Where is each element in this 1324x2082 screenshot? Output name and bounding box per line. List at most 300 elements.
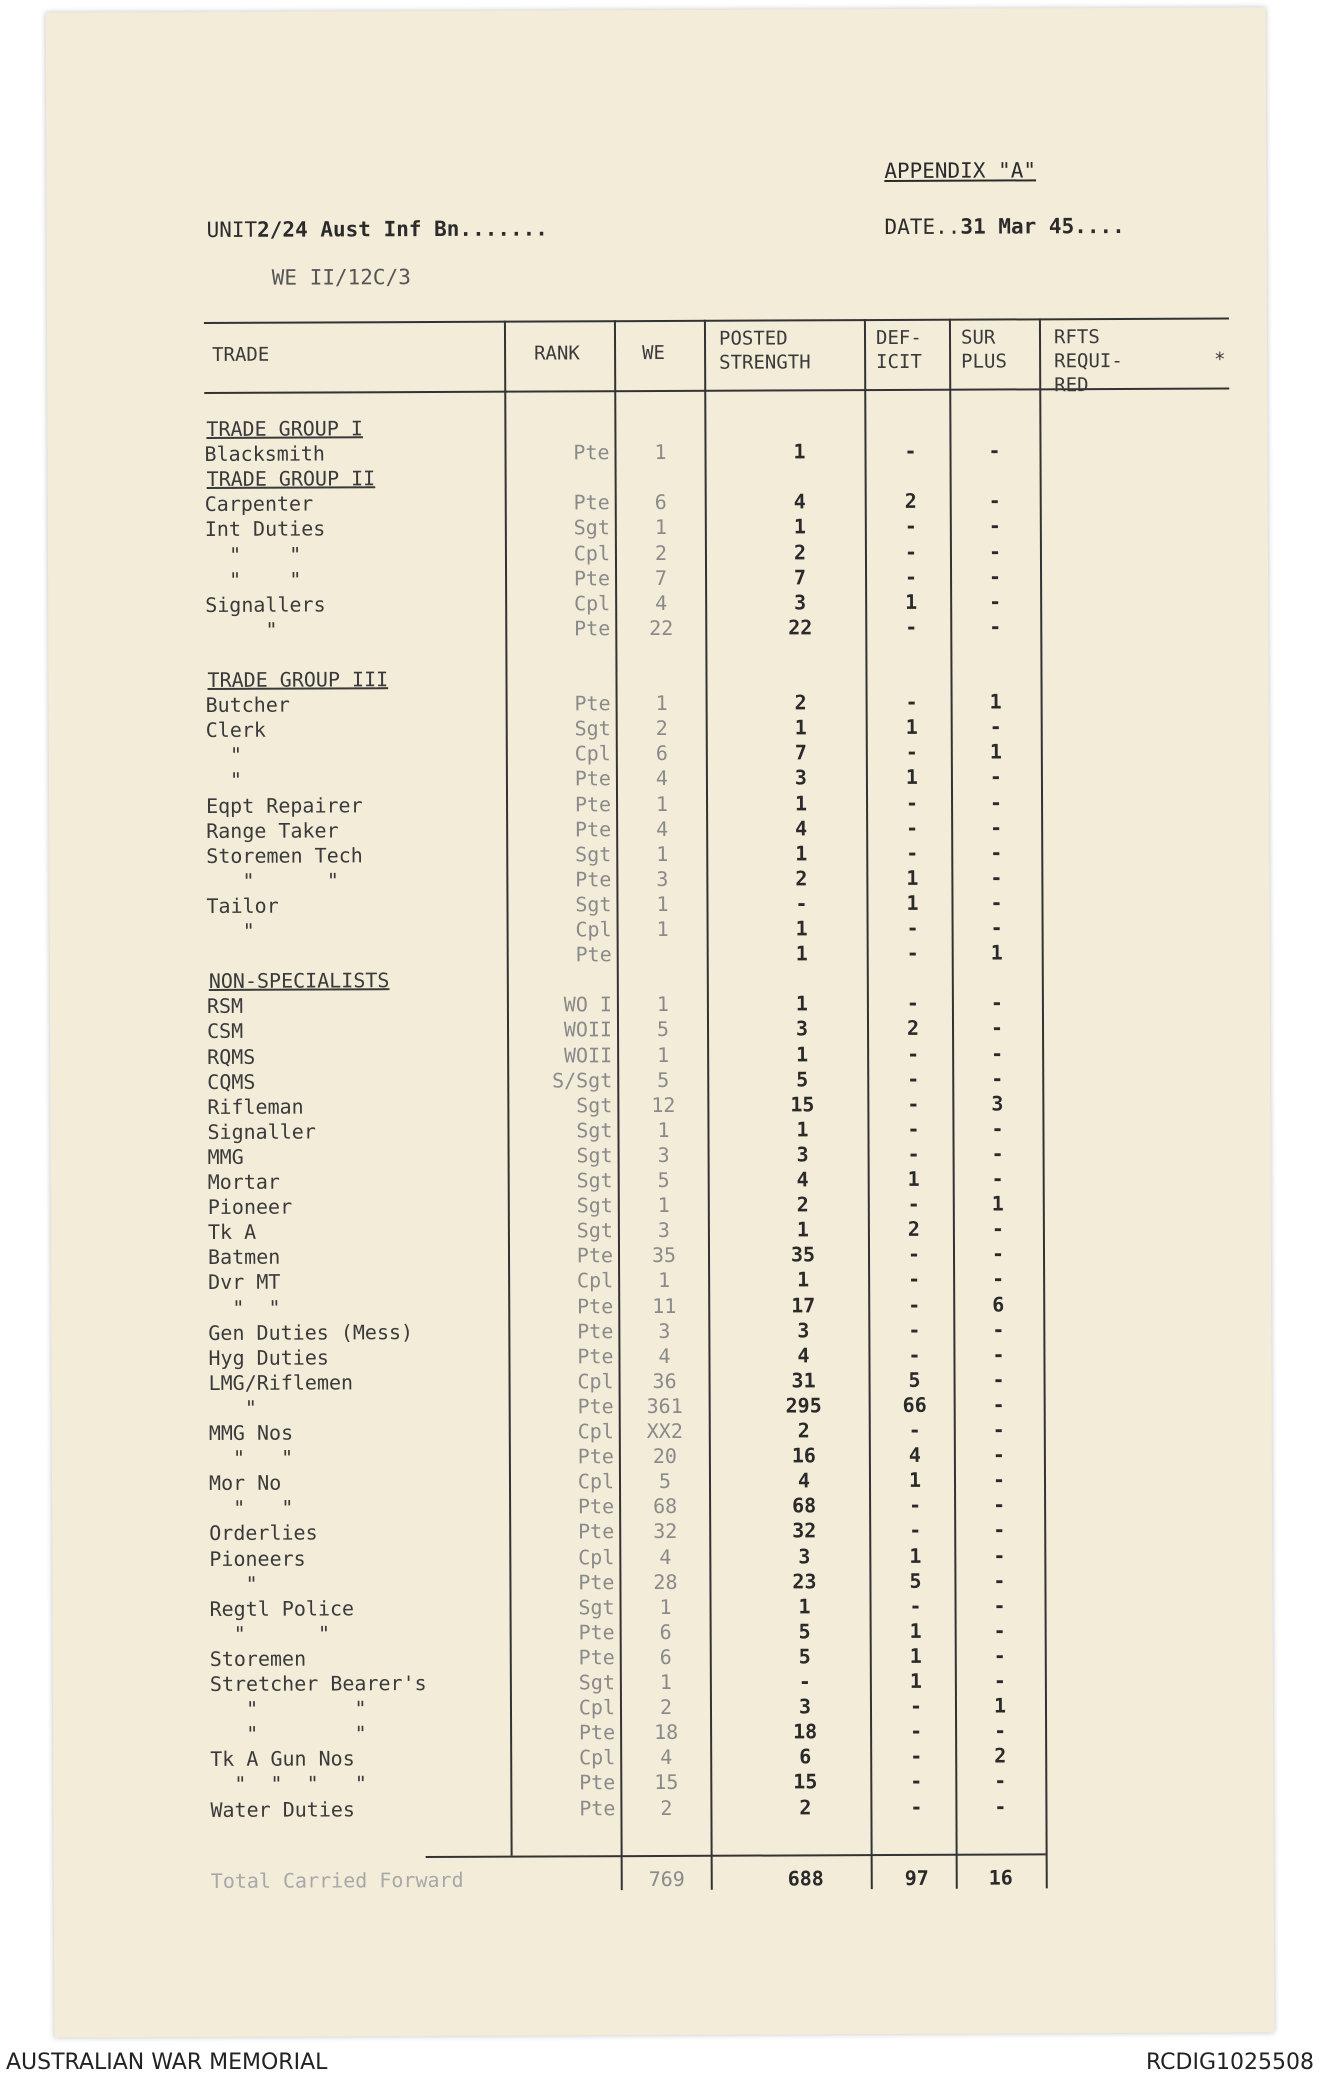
surplus-cell: - — [993, 1542, 1006, 1568]
deficit-cell: - — [909, 1493, 922, 1518]
deficit-cell: - — [907, 1116, 920, 1141]
surplus-cell: - — [991, 1241, 1005, 1266]
rank-cell: S/Sgt — [551, 1067, 613, 1093]
we-cell: 1 — [656, 992, 669, 1017]
trade-cell: " — [205, 617, 278, 642]
rank-cell: Sgt — [576, 1143, 613, 1168]
deficit-cell: - — [905, 614, 918, 639]
trade-cell: Mor No — [208, 1470, 282, 1496]
rank-cell: Pte — [578, 1645, 615, 1670]
appendix-title: APPENDIX "A" — [884, 158, 1037, 184]
we-cell: 3 — [656, 866, 669, 891]
rank-cell: Sgt — [574, 716, 611, 741]
surplus-cell: - — [993, 1618, 1006, 1643]
deficit-cell: - — [906, 991, 919, 1016]
posted-strength-cell: 1 — [798, 1594, 811, 1619]
rank-cell: Sgt — [578, 1594, 615, 1620]
deficit-cell: 1 — [909, 1643, 922, 1668]
posted-strength-cell: 1 — [795, 841, 808, 866]
rank-cell: Cpl — [573, 590, 611, 616]
posted-strength-cell: 3 — [796, 1142, 809, 1167]
surplus-cell: - — [994, 1793, 1007, 1819]
posted-strength-cell: 295 — [785, 1393, 822, 1418]
we-cell: 6 — [655, 741, 668, 766]
trade-cell: " — [208, 1395, 257, 1420]
surplus-cell: - — [993, 1568, 1006, 1593]
posted-strength-cell: 2 — [797, 1418, 810, 1443]
rank-cell: Cpl — [577, 1469, 615, 1494]
we-cell: 2 — [660, 1795, 673, 1820]
we-cell: 1 — [655, 691, 668, 716]
totals-we: 769 — [648, 1866, 685, 1892]
rank-cell: Pte — [579, 1795, 616, 1820]
surplus-cell: - — [990, 865, 1003, 890]
trade-cell: Blacksmith — [204, 441, 325, 467]
header-trade: TRADE — [212, 343, 270, 366]
deficit-cell: - — [905, 740, 918, 765]
we-reference: WE II/12C/3 — [271, 265, 411, 290]
totals-deficit: 97 — [904, 1865, 929, 1890]
trade-cell: Regtl Police — [209, 1596, 355, 1621]
posted-strength-cell: 1 — [795, 991, 808, 1016]
rank-cell: Cpl — [578, 1544, 615, 1569]
deficit-cell: - — [908, 1267, 921, 1292]
we-cell: 6 — [659, 1619, 672, 1644]
deficit-cell: - — [906, 840, 919, 865]
trade-cell: " — [209, 1571, 258, 1596]
posted-strength-cell: 17 — [791, 1292, 816, 1317]
rank-cell: WO I — [563, 992, 612, 1017]
we-cell: 3 — [658, 1318, 671, 1343]
trade-cell: Tk A — [207, 1219, 257, 1245]
archive-id: RCDIG1025508 — [1145, 2050, 1314, 2075]
rank-cell: Cpl — [573, 540, 611, 565]
rank-cell: Sgt — [576, 1168, 613, 1193]
deficit-cell: - — [910, 1769, 923, 1794]
posted-strength-cell: 5 — [796, 1066, 809, 1091]
rank-cell: Sgt — [576, 1193, 613, 1218]
surplus-cell: - — [994, 1718, 1007, 1743]
trade-cell: " " — [206, 868, 339, 893]
totals-label: Total Carried Forward — [210, 1867, 464, 1893]
deficit-cell: - — [905, 790, 919, 815]
trade-cell: Pioneers — [209, 1546, 306, 1571]
surplus-cell: - — [990, 815, 1003, 840]
trade-cell: " " " " — [210, 1771, 367, 1797]
posted-strength-cell: 18 — [792, 1719, 818, 1744]
rank-cell: Pte — [578, 1519, 615, 1544]
surplus-cell: - — [994, 1768, 1007, 1793]
deficit-cell: - — [908, 1317, 921, 1342]
surplus-cell: 1 — [990, 940, 1003, 965]
archive-credit: AUSTRALIAN WAR MEMORIAL — [6, 2050, 328, 2075]
trade-cell: Orderlies — [209, 1520, 318, 1546]
we-cell: 28 — [653, 1569, 678, 1594]
trade-cell: Tailor — [206, 893, 279, 918]
rank-cell: Pte — [577, 1293, 614, 1318]
rank-cell: Pte — [574, 616, 611, 641]
rank-cell: Pte — [577, 1343, 614, 1369]
surplus-cell: - — [989, 764, 1002, 789]
we-cell: 1 — [656, 891, 669, 916]
we-cell: 2 — [659, 1695, 673, 1720]
surplus-cell: - — [991, 1166, 1004, 1191]
we-cell: 1 — [659, 1669, 672, 1695]
we-cell: 1 — [657, 1042, 670, 1067]
deficit-cell: - — [908, 1417, 921, 1442]
posted-strength-cell: 2 — [799, 1794, 812, 1819]
we-cell: 361 — [646, 1393, 683, 1418]
we-cell: 4 — [659, 1544, 672, 1569]
posted-strength-cell: 68 — [792, 1493, 817, 1518]
trade-cell: Signaller — [207, 1119, 316, 1144]
we-cell: 1 — [656, 841, 669, 866]
we-cell: 4 — [655, 590, 668, 615]
trade-cell: " " — [204, 542, 302, 567]
surplus-cell: - — [993, 1643, 1006, 1668]
trade-cell: " " — [208, 1445, 294, 1471]
trade-cell: " " — [209, 1696, 367, 1722]
we-cell: 4 — [655, 766, 669, 791]
posted-strength-cell: - — [795, 891, 808, 916]
trade-cell: " " — [205, 567, 302, 592]
we-cell: 5 — [657, 1167, 670, 1193]
surplus-cell: - — [988, 438, 1001, 463]
rank-cell: Pte — [578, 1620, 615, 1645]
posted-strength-cell: 5 — [798, 1644, 811, 1669]
posted-strength-cell: 3 — [794, 765, 808, 790]
unit-field — [206, 216, 547, 241]
deficit-cell: 5 — [909, 1568, 922, 1593]
surplus-cell: - — [993, 1668, 1006, 1693]
rank-cell: WOII — [563, 1042, 613, 1067]
deficit-cell: 2 — [907, 1217, 920, 1242]
we-cell: 1 — [658, 1268, 671, 1293]
deficit-cell: 1 — [905, 589, 918, 614]
deficit-cell: 1 — [907, 1166, 920, 1191]
trade-cell: CQMS — [207, 1069, 256, 1094]
surplus-cell: 6 — [992, 1292, 1005, 1317]
group-title: NON-SPECIALISTS — [208, 968, 390, 994]
deficit-cell: 4 — [908, 1442, 921, 1468]
surplus-cell: - — [989, 589, 1002, 614]
rank-cell: Cpl — [577, 1369, 614, 1394]
we-cell: 6 — [654, 490, 667, 515]
trade-cell: " " — [210, 1721, 367, 1747]
deficit-cell: 66 — [902, 1392, 927, 1417]
rank-cell: Pte — [573, 490, 610, 515]
posted-strength-cell: 1 — [793, 439, 806, 464]
surplus-cell: - — [990, 990, 1003, 1015]
rank-cell: Sgt — [573, 515, 610, 540]
deficit-cell: - — [904, 539, 918, 564]
surplus-cell: - — [990, 1015, 1004, 1040]
trade-table — [204, 303, 1236, 1893]
date-value: 31 Mar 45.... — [960, 213, 1125, 239]
posted-strength-cell: 31 — [791, 1368, 816, 1393]
rank-cell: Pte — [576, 1243, 614, 1268]
posted-strength-cell: 1 — [796, 1117, 809, 1142]
we-cell: 18 — [653, 1720, 679, 1745]
posted-strength-cell: 4 — [797, 1343, 810, 1368]
we-cell: 12 — [651, 1092, 676, 1117]
rank-cell: WOII — [563, 1017, 613, 1042]
posted-strength-cell: 2 — [793, 539, 807, 564]
we-cell: 15 — [654, 1770, 679, 1795]
trade-cell: RSM — [206, 994, 244, 1019]
posted-strength-cell: 3 — [795, 1016, 809, 1041]
trade-cell: MMG — [207, 1144, 244, 1169]
trade-cell: Gen Duties (Mess) — [208, 1319, 414, 1345]
rank-cell: Pte — [578, 1720, 616, 1745]
trade-cell: MMG Nos — [208, 1420, 294, 1445]
deficit-cell: 5 — [908, 1367, 921, 1392]
header-asterisk: * — [1214, 348, 1226, 371]
surplus-cell: 3 — [991, 1091, 1004, 1116]
group-title: TRADE GROUP II — [206, 466, 376, 492]
posted-strength-cell: 7 — [793, 564, 807, 590]
rank-cell: Sgt — [576, 1092, 613, 1118]
header-surplus: SUR PLUS — [960, 326, 1007, 373]
rank-cell: Pte — [577, 1494, 615, 1519]
group-title: TRADE GROUP III — [207, 667, 389, 692]
we-cell: 1 — [659, 1594, 672, 1619]
we-cell: 4 — [656, 816, 669, 841]
surplus-cell: - — [992, 1442, 1005, 1467]
deficit-cell: - — [910, 1794, 923, 1819]
posted-strength-cell: 6 — [799, 1744, 812, 1769]
trade-cell: LMG/Riflemen — [208, 1370, 354, 1395]
deficit-cell: 2 — [906, 1016, 920, 1041]
surplus-cell: - — [989, 714, 1002, 739]
we-cell: 22 — [649, 615, 674, 640]
deficit-cell: - — [906, 915, 919, 940]
we-cell: 68 — [653, 1494, 678, 1519]
trade-cell: " " — [208, 1295, 281, 1320]
surplus-cell: - — [990, 890, 1003, 915]
posted-strength-cell: 1 — [793, 514, 806, 539]
deficit-cell: - — [906, 940, 919, 966]
posted-strength-cell: 1 — [794, 790, 808, 815]
surplus-cell: - — [992, 1342, 1005, 1367]
we-cell: 2 — [654, 540, 668, 565]
totals-surplus: 16 — [988, 1865, 1013, 1890]
totals-posted: 688 — [787, 1866, 824, 1891]
we-cell: XX2 — [646, 1418, 683, 1444]
surplus-cell: - — [993, 1492, 1006, 1517]
trade-cell: RQMS — [207, 1044, 256, 1069]
deficit-cell: - — [906, 815, 919, 840]
we-cell: 7 — [654, 565, 668, 590]
rank-cell: Cpl — [574, 741, 611, 766]
surplus-cell: - — [992, 1467, 1006, 1492]
trade-cell: CSM — [206, 1019, 244, 1044]
posted-strength-cell: 22 — [788, 615, 813, 640]
rank-cell: Cpl — [575, 917, 612, 942]
trade-cell: " — [205, 743, 243, 768]
surplus-cell: 1 — [993, 1693, 1007, 1718]
deficit-cell: 1 — [909, 1668, 922, 1693]
posted-strength-cell: 1 — [794, 715, 807, 740]
surplus-cell: - — [989, 790, 1003, 815]
trade-cell: Int Duties — [204, 516, 326, 542]
rank-cell: Pte — [573, 440, 610, 465]
trade-cell: " — [205, 768, 243, 793]
date-field — [884, 214, 1124, 239]
we-cell: 3 — [657, 1142, 670, 1167]
deficit-cell: 1 — [905, 715, 918, 740]
posted-strength-cell: 35 — [790, 1242, 816, 1267]
totals-rule — [426, 1853, 1046, 1858]
deficit-cell: - — [904, 564, 918, 589]
trade-cell: Eqpt Repairer — [205, 792, 363, 818]
trade-cell: Storemen — [209, 1646, 307, 1671]
rank-cell: Sgt — [576, 1118, 613, 1143]
surplus-cell: - — [990, 840, 1003, 865]
we-cell: 3 — [657, 1218, 670, 1243]
trade-cell: Rifleman — [207, 1094, 304, 1119]
surplus-cell: - — [992, 1266, 1005, 1291]
surplus-cell: - — [991, 1066, 1004, 1091]
posted-strength-cell: 15 — [790, 1092, 815, 1117]
we-cell: 4 — [658, 1343, 671, 1368]
surplus-cell: - — [990, 915, 1003, 940]
deficit-cell: - — [907, 1242, 921, 1267]
deficit-cell: 1 — [906, 890, 919, 915]
posted-strength-cell: 3 — [798, 1543, 811, 1568]
rank-cell: Pte — [575, 942, 612, 967]
we-cell: 5 — [656, 1017, 670, 1042]
deficit-cell: - — [910, 1719, 923, 1744]
unit-label: UNIT — [206, 217, 258, 242]
posted-strength-cell: 1 — [795, 941, 808, 966]
table-top-rule — [204, 318, 1229, 324]
we-cell: 1 — [657, 1117, 670, 1142]
deficit-cell: - — [909, 1693, 923, 1719]
surplus-cell: - — [988, 488, 1001, 513]
rank-cell: Sgt — [575, 841, 612, 867]
surplus-cell: 2 — [994, 1743, 1007, 1768]
rank-cell: Pte — [577, 1444, 614, 1469]
we-cell: 36 — [652, 1368, 677, 1393]
surplus-cell: 1 — [989, 689, 1002, 714]
deficit-cell: - — [909, 1593, 922, 1618]
surplus-cell: 1 — [989, 739, 1002, 764]
posted-strength-cell: 2 — [796, 1192, 809, 1217]
surplus-cell: - — [991, 1116, 1004, 1141]
posted-strength-cell: 3 — [797, 1317, 810, 1342]
trade-cell: Tk A Gun Nos — [210, 1746, 355, 1772]
posted-strength-cell: 3 — [798, 1694, 812, 1719]
deficit-cell: - — [910, 1744, 923, 1769]
posted-strength-cell: 16 — [791, 1443, 816, 1468]
posted-strength-cell: 23 — [792, 1568, 817, 1594]
we-cell: 1 — [654, 440, 667, 465]
we-cell: 1 — [655, 791, 669, 816]
trade-cell: Pioneer — [207, 1194, 293, 1220]
deficit-cell: 1 — [905, 765, 919, 790]
trade-cell: " " — [209, 1495, 294, 1521]
surplus-cell: - — [993, 1517, 1006, 1542]
we-cell: 11 — [652, 1293, 677, 1318]
trade-cell: Stretcher Bearer's — [209, 1671, 427, 1696]
rank-cell: Pte — [577, 1318, 614, 1343]
rank-cell: Sgt — [578, 1670, 615, 1695]
deficit-cell: 1 — [908, 1468, 922, 1493]
we-cell: 20 — [652, 1444, 677, 1469]
rank-cell: Sgt — [576, 1218, 613, 1243]
trade-cell: " " — [209, 1621, 331, 1646]
deficit-cell: - — [907, 1066, 920, 1091]
surplus-cell: - — [992, 1417, 1005, 1442]
we-cell: 5 — [657, 1067, 670, 1092]
posted-strength-cell: 4 — [795, 815, 808, 841]
trade-cell: Mortar — [207, 1169, 280, 1194]
surplus-cell: - — [988, 513, 1001, 538]
surplus-cell: - — [989, 614, 1002, 639]
group-title: TRADE GROUP I — [206, 416, 364, 441]
rank-cell: Cpl — [579, 1745, 616, 1770]
rank-cell: Cpl — [578, 1695, 616, 1720]
trade-cell: Storemen Tech — [206, 842, 363, 868]
posted-strength-cell: 4 — [793, 489, 806, 514]
posted-strength-cell: 7 — [794, 740, 807, 765]
rank-cell: Pte — [574, 691, 611, 716]
surplus-cell: 1 — [991, 1191, 1004, 1216]
we-cell: 1 — [657, 1193, 670, 1218]
deficit-cell: 1 — [909, 1618, 922, 1643]
deficit-cell: - — [908, 1292, 921, 1317]
deficit-cell: - — [908, 1342, 921, 1367]
posted-strength-cell: 1 — [796, 1041, 809, 1066]
we-cell: 35 — [651, 1243, 677, 1268]
rank-cell: Pte — [575, 867, 612, 892]
deficit-cell: - — [904, 438, 917, 464]
rank-cell: Pte — [574, 766, 611, 791]
trade-cell: Signallers — [205, 592, 326, 617]
rank-cell: Cpl — [577, 1419, 614, 1444]
trade-cell: Carpenter — [204, 491, 314, 517]
rank-cell: Cpl — [576, 1268, 614, 1293]
rank-cell: Pte — [574, 791, 612, 816]
trade-cell: Batmen — [207, 1244, 281, 1270]
we-cell: 2 — [655, 716, 668, 741]
posted-strength-cell: 3 — [794, 590, 807, 615]
we-cell: 4 — [660, 1745, 673, 1770]
trade-cell: Range Taker — [206, 817, 339, 843]
deficit-cell: 1 — [909, 1543, 922, 1568]
header-we: WE — [642, 341, 666, 365]
rank-cell: Sgt — [575, 892, 612, 917]
deficit-cell: - — [907, 1191, 920, 1217]
unit-value: 2/24 Aust Inf Bn....... — [257, 216, 548, 242]
posted-strength-cell: 5 — [798, 1619, 811, 1644]
posted-strength-cell: - — [798, 1669, 811, 1694]
surplus-cell: - — [991, 1041, 1004, 1066]
we-cell: 1 — [654, 515, 667, 540]
surplus-cell: - — [992, 1317, 1005, 1342]
header-posted-strength: POSTED STRENGTH — [718, 327, 811, 374]
we-cell: 1 — [656, 916, 669, 942]
rank-cell: Pte — [574, 816, 612, 841]
surplus-cell: - — [988, 564, 1002, 589]
rank-cell: Pte — [573, 565, 611, 590]
trade-cell: Clerk — [205, 717, 266, 743]
rank-cell: Pte — [578, 1569, 615, 1594]
posted-strength-cell: 32 — [792, 1518, 817, 1543]
posted-strength-cell: 1 — [795, 916, 808, 941]
surplus-cell: - — [988, 539, 1002, 564]
